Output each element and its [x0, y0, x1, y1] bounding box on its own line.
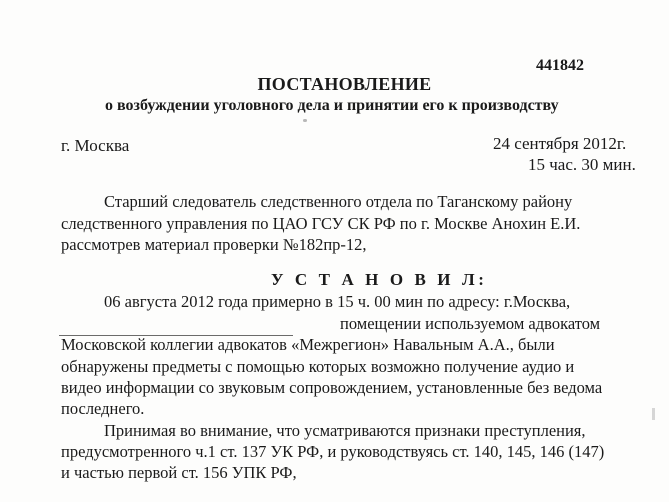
established-line: предусмотренного ч.1 ст. 137 УК РФ, и руководствуясь ст. 140, 145, 146 (147)	[61, 442, 605, 461]
intro-line: рассмотрев материал проверки №182пр-12,	[61, 235, 367, 254]
established-line: видео информации со звуковым сопровождением, установленные без ведома	[61, 378, 603, 397]
document-time: 15 час. 30 мин.	[528, 155, 636, 174]
established-line: последнего.	[61, 399, 145, 418]
established-line: Принимая во внимание, что усматриваются признаки преступления,	[104, 421, 586, 440]
document-number: 441842	[536, 57, 584, 74]
intro-line: следственного управления по ЦАО ГСУ СК РФ по г. Москве Анохин Е.И.	[61, 214, 581, 233]
intro-line: Старший следователь следственного отдела по Таганскому району	[104, 192, 573, 211]
document-city: г. Москва	[61, 136, 130, 155]
established-line: Московской коллегии адвокатов «Межрегион» Навальным А.А., были	[61, 335, 555, 354]
established-heading: У С Т А Н О В И Л:	[271, 270, 488, 289]
scan-speck	[303, 119, 307, 122]
document-subtitle: о возбуждении уголовного дела и принятии его к производству	[105, 97, 559, 114]
established-line: обнаружены предметы с помощью которых возможно получение аудио и	[61, 357, 575, 376]
document-date: 24 сентября 2012г.	[493, 134, 627, 153]
established-line: помещении используемом адвокатом	[340, 314, 601, 333]
scan-artifact	[652, 408, 655, 420]
established-line: 06 августа 2012 года примерно в 15 ч. 00 мин по адресу: г.Москва,	[104, 292, 571, 311]
established-line: и частью первой ст. 156 УПК РФ,	[61, 463, 297, 482]
document-title: ПОСТАНОВЛЕНИЕ	[257, 74, 432, 94]
